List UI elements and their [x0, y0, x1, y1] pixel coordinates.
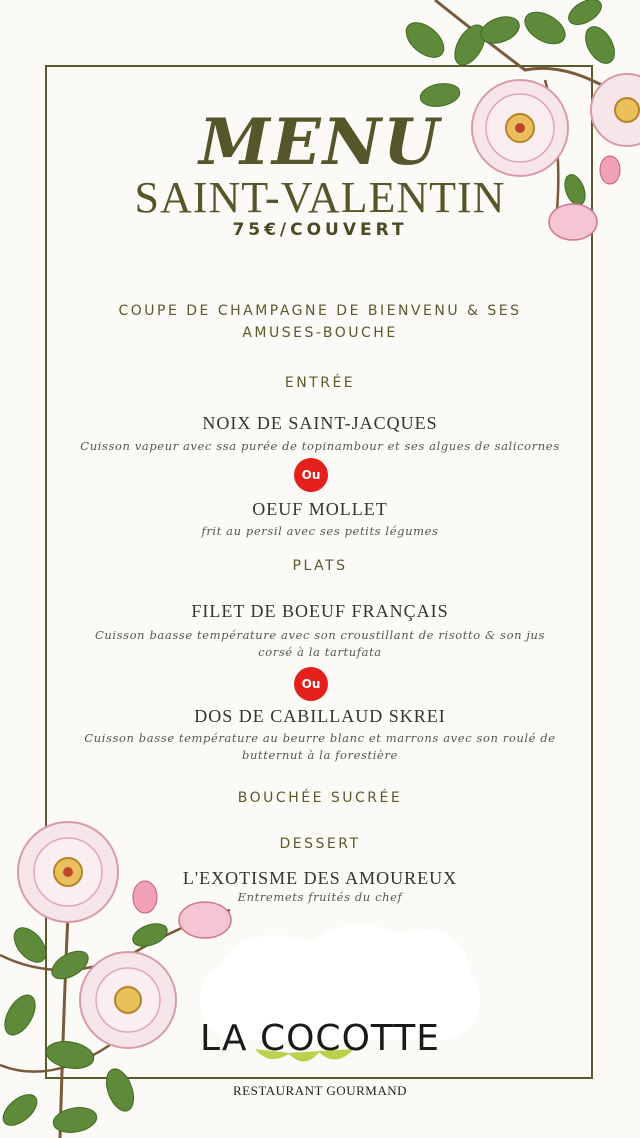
- plats-dish-1-name: FILET DE BOEUF FRANÇAIS: [191, 601, 449, 621]
- dessert-dish-1-name: L'EXOTISME DES AMOUREUX: [182, 868, 458, 888]
- welcome-line-2: AMUSES-BOUCHE: [242, 325, 398, 341]
- or-badge: Ou: [294, 458, 328, 492]
- entree-dish-1-name: NOIX DE SAINT-JACQUES: [202, 413, 438, 433]
- plats-dish-2-description: [0, 730, 640, 764]
- entree-dish-2-description: frit au persil avec ses petits légumes: [201, 524, 439, 538]
- brand-logo: LA COCOTTE: [200, 1018, 440, 1059]
- menu-subtitle: SAINT-VALENTIN: [134, 173, 506, 222]
- plats-dish-2-description-line-1: Cuisson basse température au beurre blanc et marrons avec son roulé de: [84, 731, 556, 745]
- plats-dish-2-description-line-2: butternut à la forestière: [242, 748, 398, 762]
- plats-dish-2-name: DOS DE CABILLAUD SKREI: [194, 706, 446, 726]
- welcome-champagne: [0, 300, 640, 344]
- bouchee-sucree-heading: BOUCHÉE SUCRÉE: [237, 790, 403, 806]
- entree-dish-2-name: OEUF MOLLET: [252, 499, 388, 519]
- entree-heading: ENTRÉE: [284, 375, 356, 391]
- plats-dish-1-description: [0, 627, 640, 661]
- dessert-heading: DESSERT: [279, 836, 361, 852]
- welcome-line-1: COUPE DE CHAMPAGNE DE BIENVENU & SES: [118, 303, 522, 319]
- plats-dish-1-description-line-2: corsé à la tartufata: [258, 645, 382, 659]
- price-per-cover: 75€/COUVERT: [232, 220, 408, 240]
- menu-title: MENU: [199, 105, 441, 180]
- plats-dish-1-description-line-1: Cuisson baasse température avec son croustillant de risotto & son jus: [94, 628, 546, 642]
- plats-heading: PLATS: [292, 558, 348, 574]
- brand-tagline: RESTAURANT GOURMAND: [233, 1083, 407, 1098]
- entree-dish-1-description: Cuisson vapeur avec ssa purée de topinambour et ses algues de salicornes: [80, 439, 560, 453]
- dessert-dish-1-description: Entremets fruités du chef: [237, 890, 403, 904]
- or-badge: Ou: [294, 667, 328, 701]
